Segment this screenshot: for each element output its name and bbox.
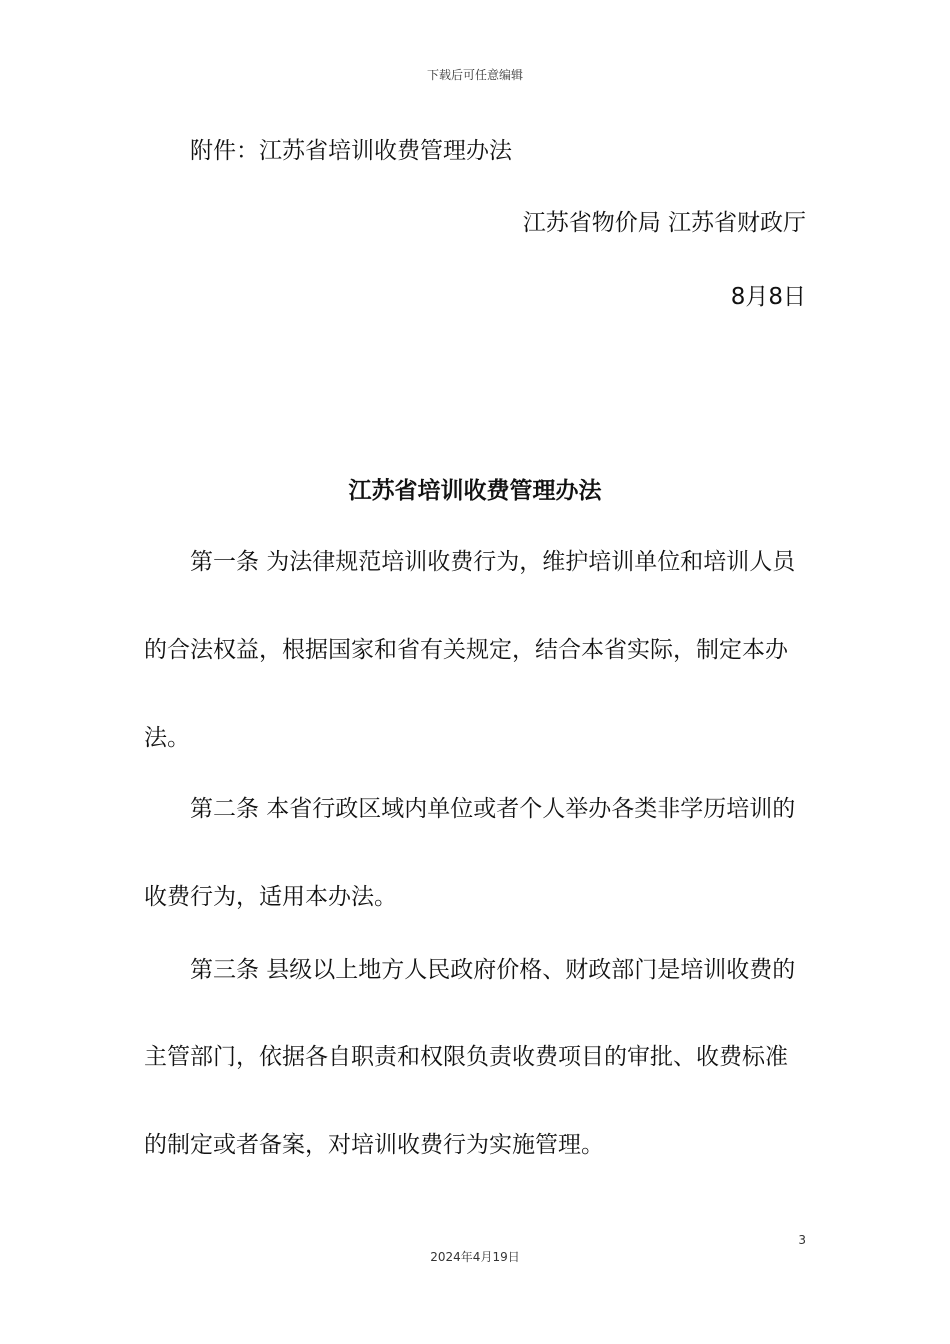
article-3-line-3: 的制定或者备案，对培训收费行为实施管理。 — [144, 1132, 604, 1158]
issuer-signature: 江苏省物价局 江苏省财政厅 — [522, 210, 806, 236]
issue-date: 8月8日 — [730, 284, 806, 310]
article-1-line-1: 第一条 为法律规范培训收费行为，维护培训单位和培训人员 — [190, 549, 796, 575]
article-3-line-1: 第三条 县级以上地方人民政府价格、财政部门是培训收费的 — [190, 957, 796, 983]
article-3-line-2: 主管部门，依据各自职责和权限负责收费项目的审批、收费标准 — [144, 1044, 788, 1070]
header-note: 下载后可任意编辑 — [426, 68, 523, 82]
document-title: 江苏省培训收费管理办法 — [348, 478, 602, 504]
footer-date: 2024年4月19日 — [430, 1250, 520, 1264]
article-2-line-1: 第二条 本省行政区域内单位或者个人举办各类非学历培训的 — [190, 796, 796, 822]
article-1-line-3: 法。 — [144, 725, 190, 751]
article-1-line-2: 的合法权益，根据国家和省有关规定，结合本省实际，制定本办 — [144, 637, 788, 663]
article-2-line-2: 收费行为，适用本办法。 — [144, 884, 397, 910]
attachment-line: 附件：江苏省培训收费管理办法 — [190, 138, 512, 164]
page-number: 3 — [798, 1233, 806, 1247]
